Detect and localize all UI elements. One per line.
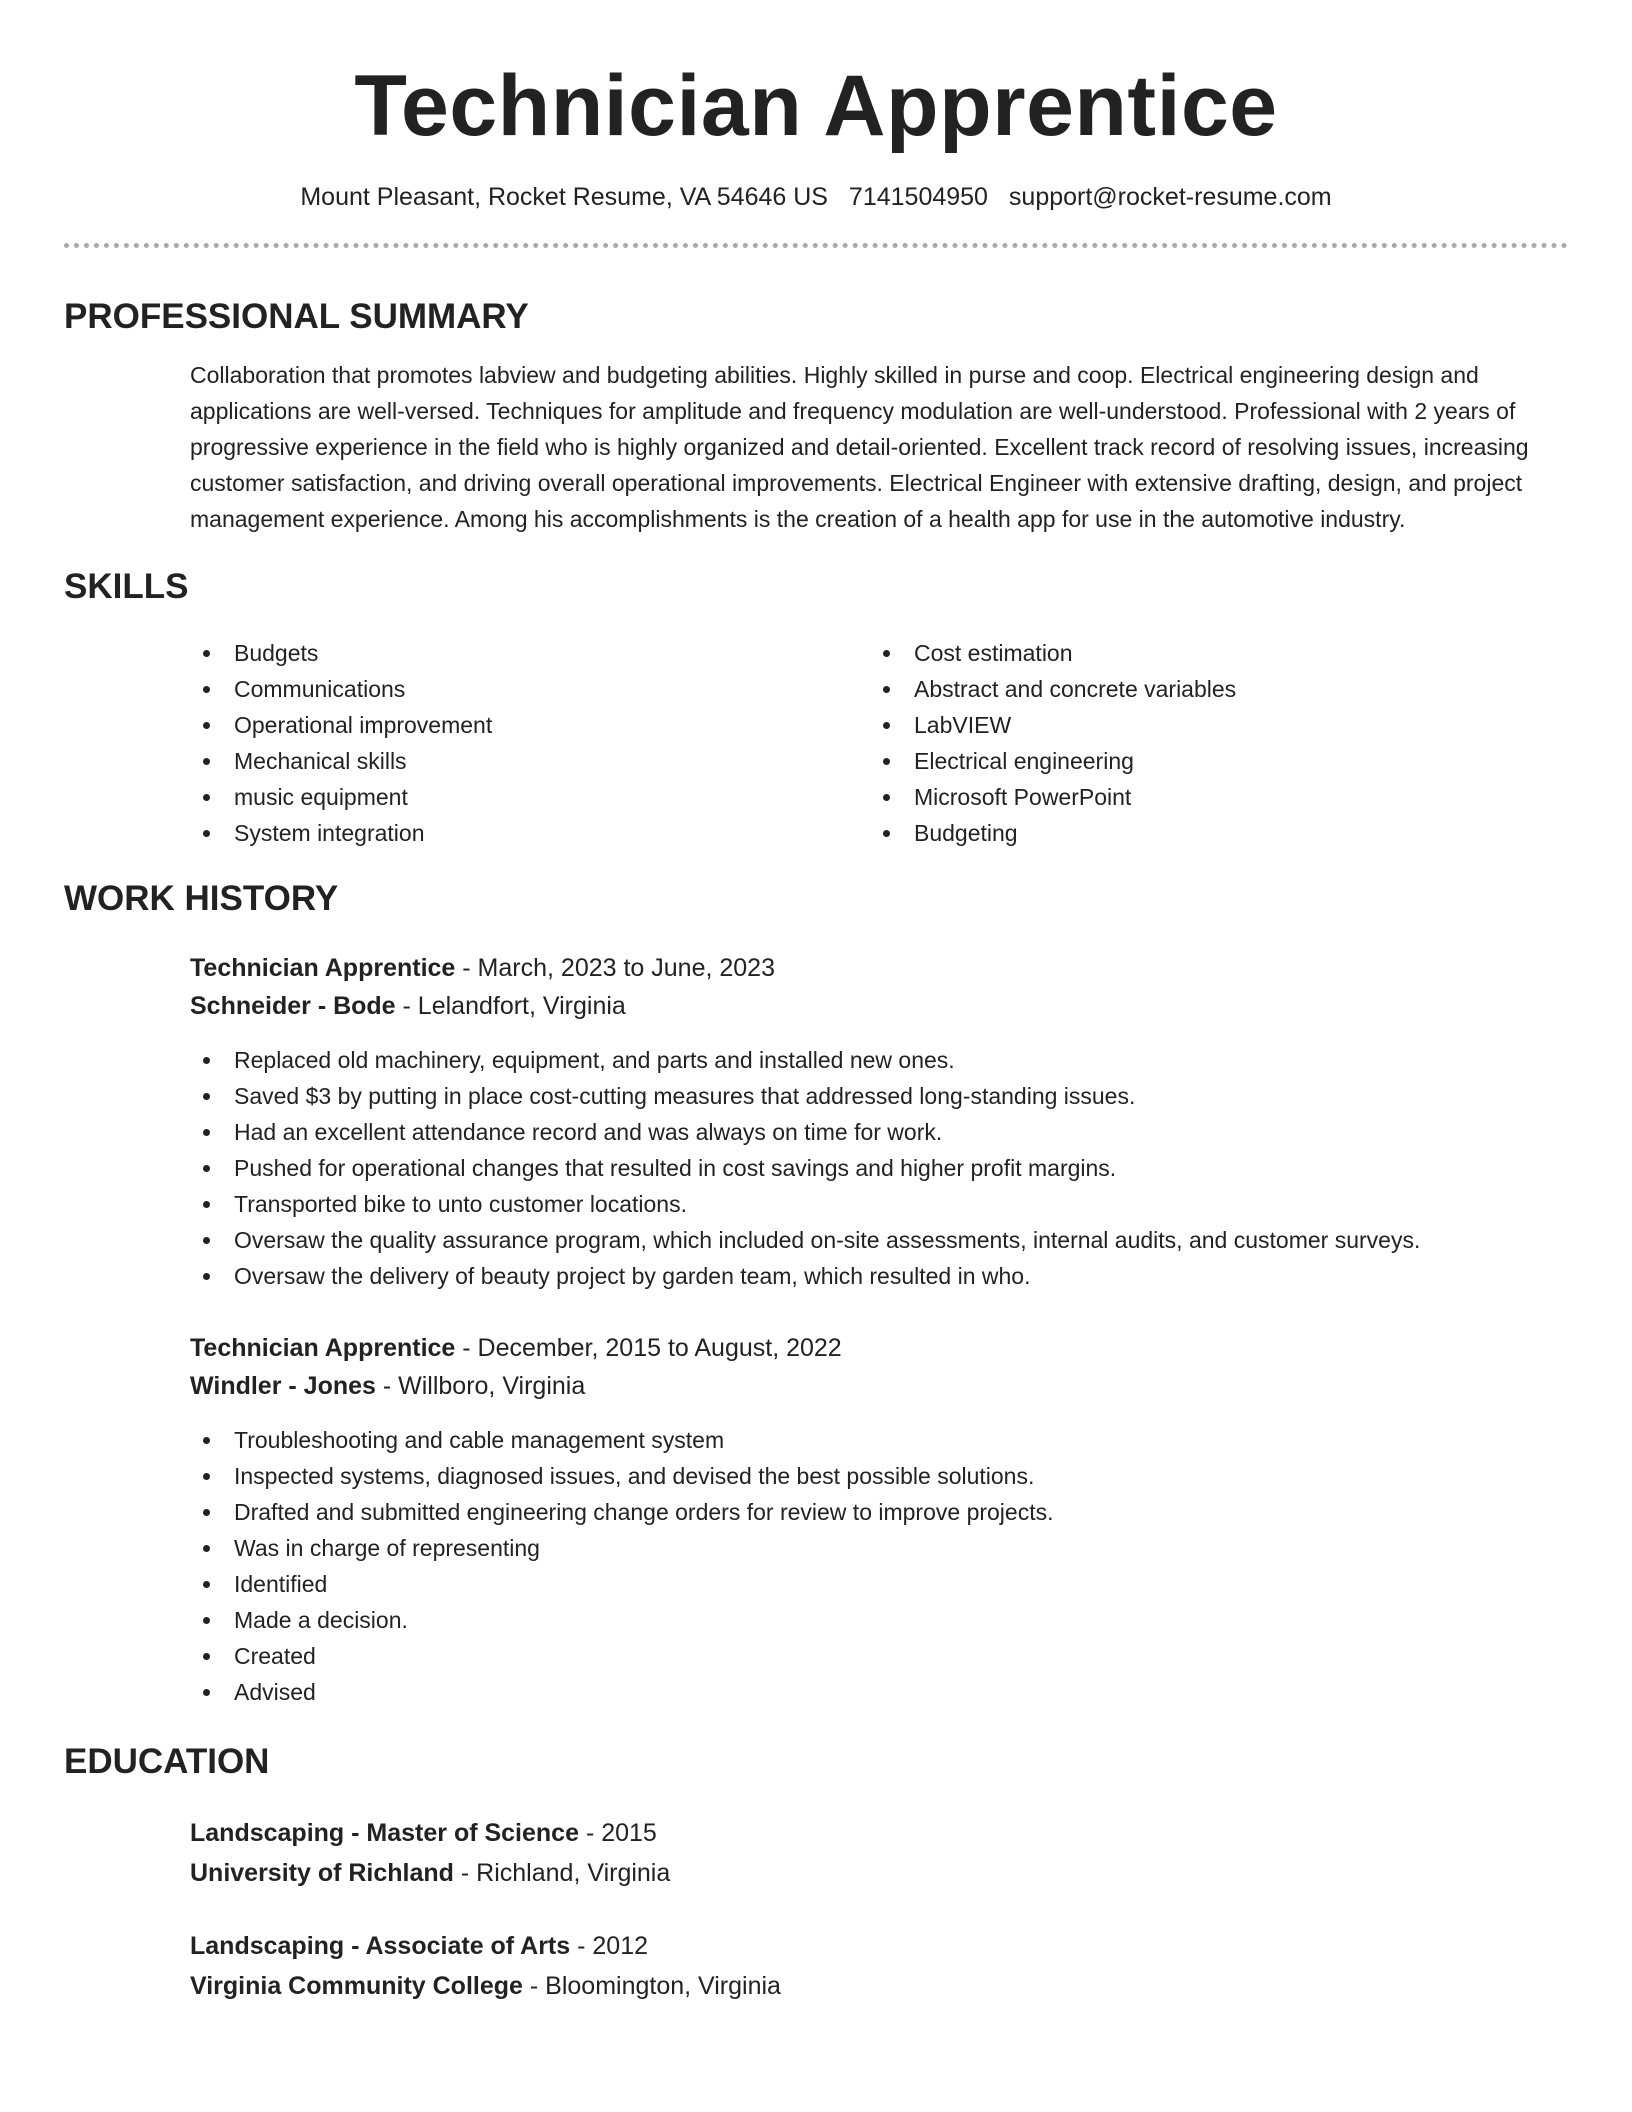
job-title: Technician Apprentice: [190, 1334, 456, 1362]
skill-item: Budgeting: [870, 815, 1550, 851]
degree-line: [190, 1813, 1568, 1853]
skill-item: Abstract and concrete variables: [870, 671, 1550, 707]
skill-item: Electrical engineering: [870, 743, 1550, 779]
job-company-line: [190, 987, 1568, 1025]
job-bullet: Had an excellent attendance record and was always on time for work.: [190, 1114, 1568, 1150]
job-entry: [190, 949, 1568, 1294]
degree-year: - 2015: [579, 1819, 657, 1847]
education-entry: [190, 1813, 1568, 1893]
job-company: Schneider - Bode: [190, 992, 396, 1020]
work-history-heading: WORK HISTORY: [64, 879, 339, 918]
job-bullet: Oversaw the delivery of beauty project by garden team, which resulted in who.: [190, 1258, 1568, 1294]
school-line: [190, 1966, 1568, 2006]
education-entry: [190, 1926, 1568, 2006]
summary-heading: PROFESSIONAL SUMMARY: [64, 297, 529, 336]
contact-phone: 7141504950: [848, 183, 988, 211]
job-title-line: [190, 949, 1568, 987]
school-location: - Bloomington, Virginia: [522, 1972, 781, 2000]
job-bullet: Advised: [190, 1674, 1568, 1710]
skills-column-right: [870, 635, 1550, 851]
contact-email: support@rocket-resume.com: [1008, 183, 1332, 211]
job-entry: [190, 1329, 1568, 1710]
skill-item: Mechanical skills: [190, 743, 870, 779]
job-bullet: Made a decision.: [190, 1602, 1568, 1638]
skill-item: music equipment: [190, 779, 870, 815]
school-location: - Richland, Virginia: [453, 1859, 671, 1887]
degree-line: [190, 1926, 1568, 1966]
job-company: Windler - Jones: [190, 1372, 376, 1400]
skills-list: [190, 635, 1568, 851]
job-bullet: Replaced old machinery, equipment, and parts and installed new ones.: [190, 1042, 1568, 1078]
skill-item: Operational improvement: [190, 707, 870, 743]
job-bullets: [190, 1422, 1568, 1710]
degree-year: - 2012: [570, 1932, 649, 1960]
school-line: [190, 1853, 1568, 1893]
degree-name: Landscaping - Master of Science: [190, 1819, 579, 1847]
job-location: - Willboro, Virginia: [375, 1372, 586, 1400]
job-location: - Lelandfort, Virginia: [395, 992, 626, 1020]
job-bullet: Oversaw the quality assurance program, which included on-site assessments, internal audits, and customer surveys.: [190, 1222, 1568, 1258]
job-bullet: Inspected systems, diagnosed issues, and devised the best possible solutions.: [190, 1458, 1568, 1494]
skill-item: Budgets: [190, 635, 870, 671]
job-dates: - December, 2015 to August, 2022: [455, 1334, 842, 1362]
contact-info: [64, 180, 1568, 214]
job-title: Technician Apprentice: [190, 954, 456, 982]
skills-heading: SKILLS: [64, 567, 189, 606]
school-name: Virginia Community College: [190, 1972, 523, 2000]
job-title-line: [190, 1329, 1568, 1367]
skill-item: Communications: [190, 671, 870, 707]
job-dates: - March, 2023 to June, 2023: [455, 954, 775, 982]
summary-text: Collaboration that promotes labview and budgeting abilities. Highly skilled in purse and coop. Electrical engineering design and applications are well-versed. Techniques for amplitude and frequency modulation are well-understood. Professional with 2 years of progressive experience in the field who is highly organized and detail-oriented. Excellent track record of resolving issues, increasing customer satisfaction, and driving overall operational improvements. Electrical Engineer with extensive drafting, design, and project management experience. Among his accomplishments is the creation of a health app for use in the automotive industry.: [190, 362, 1529, 532]
skill-item: Cost estimation: [870, 635, 1550, 671]
resume-name: Technician Apprentice: [354, 58, 1278, 154]
job-bullet: Transported bike to unto customer locations.: [190, 1186, 1568, 1222]
job-bullet: Created: [190, 1638, 1568, 1674]
job-bullet: Troubleshooting and cable management system: [190, 1422, 1568, 1458]
skills-column-left: [190, 635, 870, 851]
job-bullets: [190, 1042, 1568, 1294]
job-company-line: [190, 1367, 1568, 1405]
skill-item: Microsoft PowerPoint: [870, 779, 1550, 815]
job-bullet: Pushed for operational changes that resulted in cost savings and higher profit margins.: [190, 1150, 1568, 1186]
job-bullet: Drafted and submitted engineering change orders for review to improve projects.: [190, 1494, 1568, 1530]
education-heading: EDUCATION: [64, 1742, 270, 1781]
school-name: University of Richland: [190, 1859, 454, 1887]
job-bullet: Was in charge of representing: [190, 1530, 1568, 1566]
job-bullet: Identified: [190, 1566, 1568, 1602]
header-divider: [64, 243, 1568, 248]
job-bullet: Saved $3 by putting in place cost-cutting measures that addressed long-standing issues.: [190, 1078, 1568, 1114]
degree-name: Landscaping - Associate of Arts: [190, 1932, 571, 1960]
contact-address: Mount Pleasant, Rocket Resume, VA 54646 US: [300, 183, 828, 211]
skill-item: System integration: [190, 815, 870, 851]
skill-item: LabVIEW: [870, 707, 1550, 743]
